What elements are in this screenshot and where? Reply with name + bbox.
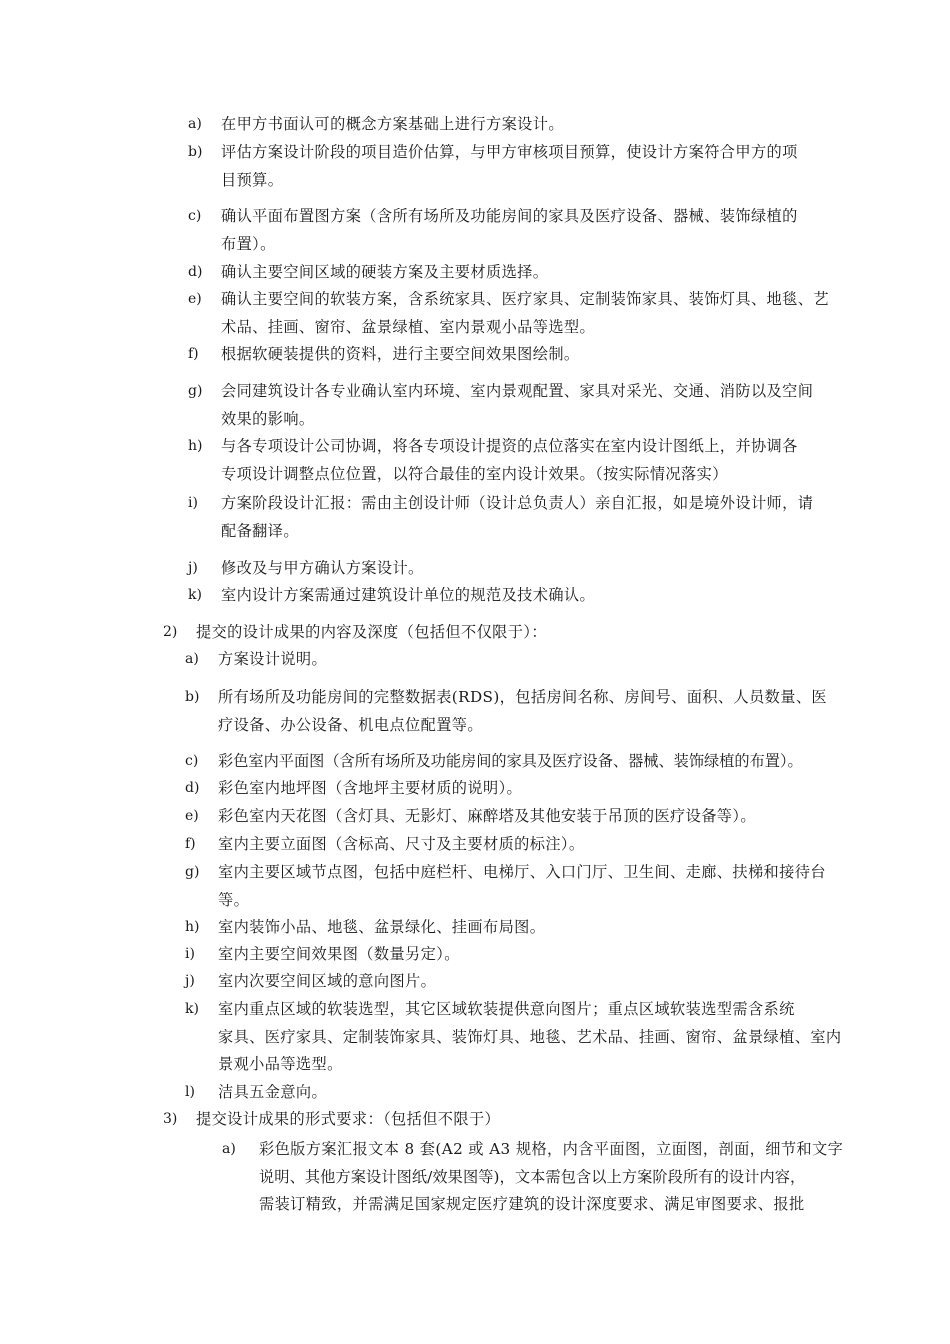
list-item-text: 室内主要空间效果图（数量另定）。 xyxy=(218,945,460,963)
list-item-text: 室内主要区域节点图，包括中庭栏杆、电梯厅、入口门厅、卫生间、走廊、扶梯和接待台 等。 xyxy=(218,863,826,909)
list-item xyxy=(185,748,885,776)
section-heading-text: 提交设计成果的形式要求：（包括但不限于） xyxy=(196,1110,501,1128)
list-marker: g) xyxy=(188,383,203,399)
list-item xyxy=(185,996,885,1079)
list-marker: a) xyxy=(222,1141,236,1157)
list-item xyxy=(185,646,885,674)
list-item xyxy=(185,968,885,996)
list-item-text: 室内设计方案需通过建筑设计单位的规范及技术确认。 xyxy=(221,586,596,604)
list-marker: l) xyxy=(185,1084,195,1100)
list-item xyxy=(188,286,888,341)
list-marker: h) xyxy=(185,919,200,935)
list-marker: c) xyxy=(188,208,202,224)
section-heading-text: 提交的设计成果的内容及深度（包括但不仅限于）： xyxy=(196,623,547,641)
list-marker: b) xyxy=(188,144,203,160)
section-heading xyxy=(163,1106,883,1134)
list-item xyxy=(185,1079,885,1107)
list-item-text: 所有场所及功能房间的完整数据表(RDS)，包括房间名称、房间号、面积、人员数量、医 疗设备、办公设备、机电点位配置等。 xyxy=(218,688,828,734)
list-item-text: 室内主要立面图（含标高、尺寸及主要材质的标注）。 xyxy=(218,835,585,853)
list-marker: b) xyxy=(185,689,200,705)
list-item-text: 方案设计说明。 xyxy=(218,650,328,668)
list-marker: i) xyxy=(185,946,195,962)
list-marker: d) xyxy=(185,780,200,796)
list-item xyxy=(185,831,885,859)
list-item-text: 洁具五金意向。 xyxy=(218,1083,328,1101)
list-item-text: 室内次要空间区域的意向图片。 xyxy=(218,972,437,990)
list-marker: f) xyxy=(188,346,199,362)
list-marker: a) xyxy=(188,116,202,132)
list-item-text: 根据软硬装提供的资料，进行主要空间效果图绘制。 xyxy=(221,345,580,363)
list-marker: e) xyxy=(185,808,199,824)
list-item xyxy=(185,859,885,914)
list-marker: a) xyxy=(185,651,199,667)
list-marker: i) xyxy=(188,495,198,511)
list-marker: h) xyxy=(188,438,203,454)
list-item xyxy=(188,433,888,488)
list-marker: j) xyxy=(185,973,195,989)
list-item xyxy=(185,941,885,969)
list-item-text: 彩色室内平面图（含所有场所及功能房间的家具及医疗设备、器械、装饰绿植的布置）。 xyxy=(218,752,803,770)
list-marker: k) xyxy=(185,1001,199,1017)
list-item-text: 确认主要空间区域的硬装方案及主要材质选择。 xyxy=(221,263,549,281)
list-item xyxy=(188,111,888,139)
list-marker: j) xyxy=(188,560,198,576)
list-item xyxy=(188,490,888,545)
list-item xyxy=(188,139,888,194)
list-item-text: 评估方案设计阶段的项目造价估算，与甲方审核项目预算，使设计方案符合甲方的项 目预算。 xyxy=(221,143,798,189)
list-item-text: 彩色室内天花图（含灯具、无影灯、麻醉塔及其他安装于吊顶的医疗设备等）。 xyxy=(218,807,756,825)
list-item xyxy=(185,803,885,831)
list-marker: k) xyxy=(188,587,202,603)
list-item-text: 方案阶段设计汇报：需由主创设计师（设计总负责人）亲自汇报，如是境外设计师，请 配备翻译。 xyxy=(221,494,814,540)
list-marker: g) xyxy=(185,864,200,880)
list-item xyxy=(185,914,885,942)
list-item-text: 会同建筑设计各专业确认室内环境、室内景观配置、家具对采光、交通、消防以及空间 效果的影响。 xyxy=(221,382,814,428)
section-number: 2) xyxy=(163,624,178,640)
list-item-text: 室内重点区域的软装选型，其它区域软装提供意向图片；重点区域软装选型需含系统 家具、医疗家具、定制装饰家具、装饰灯具、地毯、艺术品、挂画、窗帘、盆景绿植、室内 景观小品等选型。 xyxy=(218,1000,842,1073)
list-item xyxy=(188,341,888,369)
list-item-text: 修改及与甲方确认方案设计。 xyxy=(221,559,424,577)
list-marker: f) xyxy=(185,836,196,852)
list-item xyxy=(188,555,888,583)
list-item-text: 与各专项设计公司协调，将各专项设计提资的点位落实在室内设计图纸上，并协调各 专项设计调整点位位置，以符合最佳的室内设计效果。（按实际情况落实） xyxy=(221,437,798,483)
list-item-text: 在甲方书面认可的概念方案基础上进行方案设计。 xyxy=(221,115,564,133)
section-heading xyxy=(163,619,883,647)
list-item-text: 彩色室内地坪图（含地坪主要材质的说明）。 xyxy=(218,779,523,797)
section-number: 3) xyxy=(163,1111,178,1127)
list-item xyxy=(185,684,885,739)
list-item-text: 确认平面布置图方案（含所有场所及功能房间的家具及医疗设备、器械、装饰绿植的 布置）。 xyxy=(221,207,798,253)
list-marker: e) xyxy=(188,291,202,307)
list-item-text: 室内装饰小品、地毯、盆景绿化、挂画布局图。 xyxy=(218,918,546,936)
list-item xyxy=(188,378,888,433)
list-marker: c) xyxy=(185,753,199,769)
list-item xyxy=(188,203,888,258)
list-item-text: 彩色版方案汇报文本 8 套(A2 或 A3 规格，内含平面图，立面图，剖面，细节和文字 说明、其他方案设计图纸/效果图等)，文本需包含以上方案阶段所有的设计内容， 需装订精致，并需满足国家规定医疗建筑的设计深度要求、满足审图要求、报批 xyxy=(259,1140,844,1213)
list-item xyxy=(185,775,885,803)
list-item xyxy=(188,259,888,287)
list-item xyxy=(188,582,888,610)
list-marker: d) xyxy=(188,264,203,280)
list-item xyxy=(222,1136,892,1219)
list-item-text: 确认主要空间的软装方案，含系统家具、医疗家具、定制装饰家具、装饰灯具、地毯、艺 术品、挂画、窗帘、盆景绿植、室内景观小品等选型。 xyxy=(221,290,829,336)
